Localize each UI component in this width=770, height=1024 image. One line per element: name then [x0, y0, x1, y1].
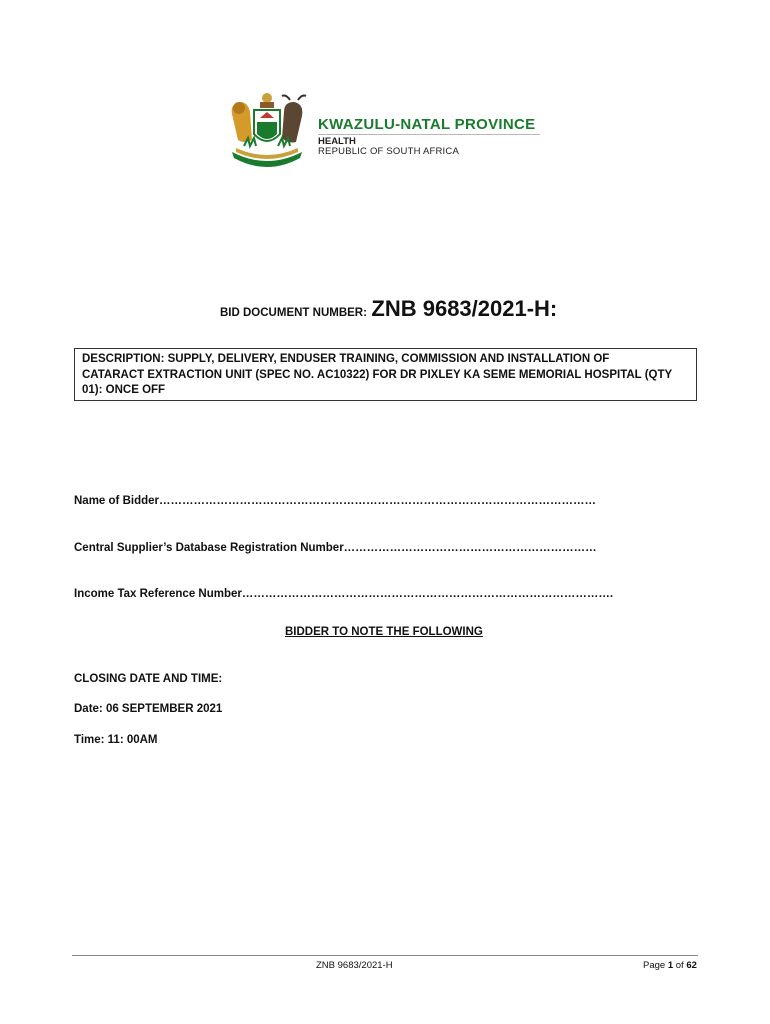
bid-number-value: ZNB 9683/2021-H: [371, 296, 558, 321]
description-line: 01): ONCE OFF [82, 384, 166, 396]
page-prefix: Page [643, 960, 668, 971]
description-box [74, 348, 697, 401]
bidder-note-heading: BIDDER TO NOTE THE FOLLOWING [285, 626, 483, 638]
description-line: DESCRIPTION: SUPPLY, DELIVERY, ENDUSER TRAINING, COMMISSION AND INSTALLATION OF [82, 353, 610, 365]
page-indicator [643, 960, 697, 971]
income-tax-reference-field[interactable]: Income Tax Reference Number……………………………………………………………………………………. [74, 588, 614, 600]
coat-of-arms-emblem [224, 88, 310, 168]
footer-reference: ZNB 9683/2021-H [316, 960, 393, 971]
page-current: 1 [667, 960, 674, 971]
header-divider [318, 134, 540, 135]
closing-date-heading: CLOSING DATE AND TIME: [74, 673, 223, 685]
province-name: KWAZULU-NATAL PROVINCE [318, 116, 536, 133]
bid-document-number-line [220, 296, 557, 322]
department-logo [224, 88, 554, 168]
name-of-bidder-field[interactable]: Name of Bidder…………………………………………………………………………………………………… [74, 495, 596, 507]
csd-registration-field[interactable]: Central Supplier’s Database Registration Number………………………………………………………… [74, 542, 597, 554]
page-total: 62 [686, 960, 697, 971]
closing-date: Date: 06 SEPTEMBER 2021 [74, 703, 223, 715]
description-line: CATARACT EXTRACTION UNIT (SPEC NO. AC10322) FOR DR PIXLEY KA SEME MEMORIAL HOSPITAL (QTY [82, 368, 673, 381]
country-name: REPUBLIC OF SOUTH AFRICA [318, 146, 459, 157]
bid-number-label: BID DOCUMENT NUMBER: [220, 307, 367, 319]
page-of: of [673, 960, 687, 971]
closing-time: Time: 11: 00AM [74, 734, 158, 746]
footer-divider [72, 955, 698, 956]
department-name: HEALTH [318, 136, 356, 147]
